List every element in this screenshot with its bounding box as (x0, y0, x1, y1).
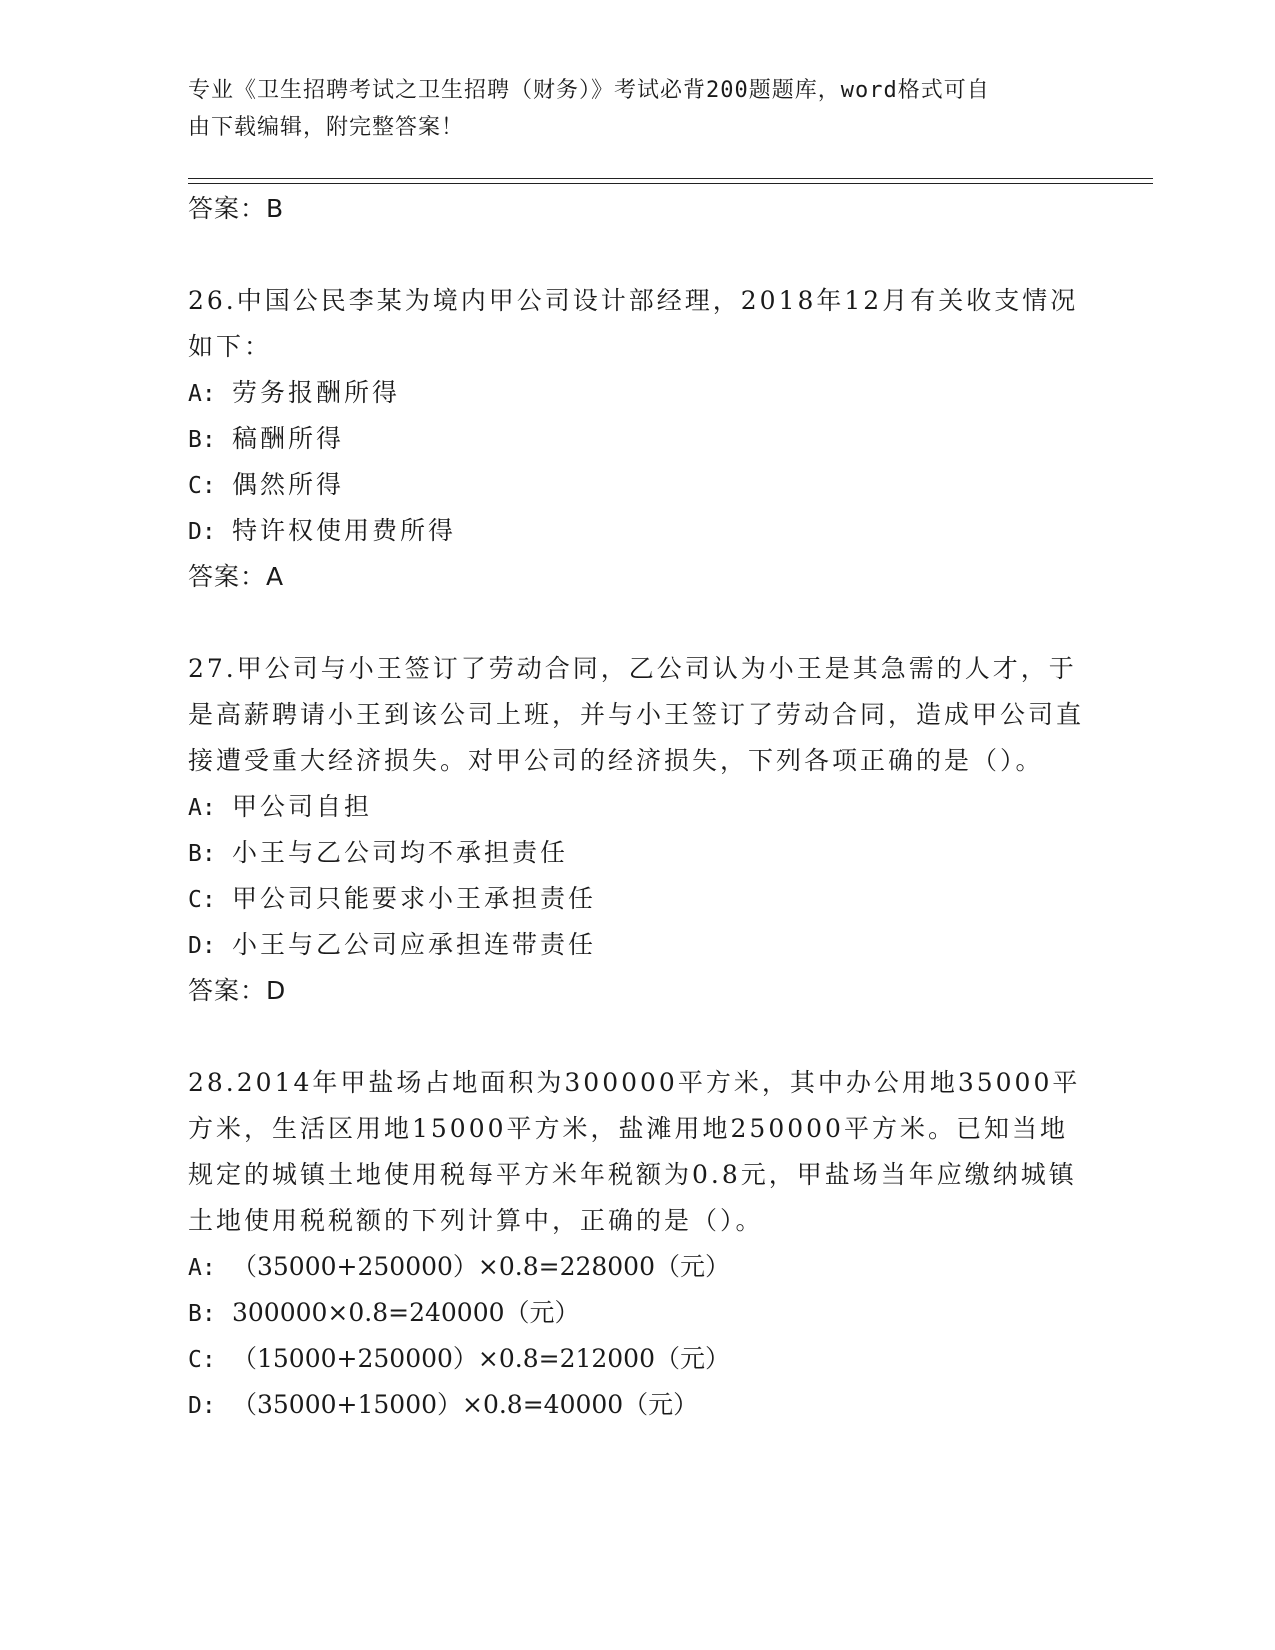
option-b (188, 416, 1088, 462)
option-letter: D: (188, 519, 216, 545)
option-text: （35000+15000）×0.8=40000（元） (232, 1390, 699, 1419)
option-c (188, 876, 1088, 922)
answer-previous: 答案：B (188, 194, 285, 223)
option-b (188, 1290, 1088, 1336)
option-letter: B: (188, 1301, 216, 1327)
option-d (188, 1382, 1088, 1428)
question-27 (188, 646, 1088, 1014)
question-text: 26.中国公民李某为境内甲公司设计部经理，2018年12月有关收支情况如下： (188, 286, 1079, 361)
option-text: 甲公司只能要求小王承担责任 (232, 884, 597, 913)
option-text: 偶然所得 (232, 470, 345, 499)
option-letter: C: (188, 887, 216, 913)
option-text: 300000×0.8=240000（元） (232, 1298, 580, 1327)
question-text: 28.2014年甲盐场占地面积为300000平方米，其中办公用地35000平方米，生活区用地15000平方米，盐滩用地250000平方米。已知当地规定的城镇土地使用税每平方米年税额为0.8元，甲盐场当年应缴纳城镇土地使用税税额的下列计算中，正确的是（）。 (188, 1068, 1081, 1235)
option-text: 小王与乙公司均不承担责任 (232, 838, 569, 867)
option-c (188, 462, 1088, 508)
option-a (188, 784, 1088, 830)
option-letter: A: (188, 381, 216, 407)
option-letter: A: (188, 795, 216, 821)
option-a (188, 1244, 1088, 1290)
option-text: 劳务报酬所得 (232, 378, 401, 407)
answer-26: 答案：A (188, 562, 285, 591)
header-line-2: 由下载编辑，附完整答案！ (188, 115, 465, 140)
option-text: 特许权使用费所得 (232, 516, 457, 545)
option-b (188, 830, 1088, 876)
header-rule-top (188, 178, 1153, 179)
header-rule-bottom (188, 183, 1153, 184)
option-letter: D: (188, 1393, 216, 1419)
option-letter: C: (188, 1347, 216, 1373)
option-a (188, 370, 1088, 416)
option-text: （15000+250000）×0.8=212000（元） (232, 1344, 730, 1373)
option-letter: D: (188, 933, 216, 959)
option-d (188, 508, 1088, 554)
option-text: （35000+250000）×0.8=228000（元） (232, 1252, 730, 1281)
option-letter: A: (188, 1255, 216, 1281)
document-header (188, 72, 1068, 146)
option-letter: B: (188, 427, 216, 453)
option-text: 甲公司自担 (232, 792, 373, 821)
header-line-1: 专业《卫生招聘考试之卫生招聘（财务）》考试必背200题题库，word格式可自 (188, 78, 990, 103)
question-26 (188, 278, 1088, 600)
option-letter: B: (188, 841, 216, 867)
question-list (188, 186, 1088, 1428)
option-text: 稿酬所得 (232, 424, 345, 453)
answer-27: 答案：D (188, 976, 287, 1005)
question-text: 27.甲公司与小王签订了劳动合同，乙公司认为小王是其急需的人才，于是高薪聘请小王到该公司上班，并与小王签订了劳动合同，造成甲公司直接遭受重大经济损失。对甲公司的经济损失，下列各项正确的是（）。 (188, 654, 1085, 775)
option-c (188, 1336, 1088, 1382)
option-text: 小王与乙公司应承担连带责任 (232, 930, 597, 959)
option-d (188, 922, 1088, 968)
question-28 (188, 1060, 1088, 1428)
option-letter: C: (188, 473, 216, 499)
